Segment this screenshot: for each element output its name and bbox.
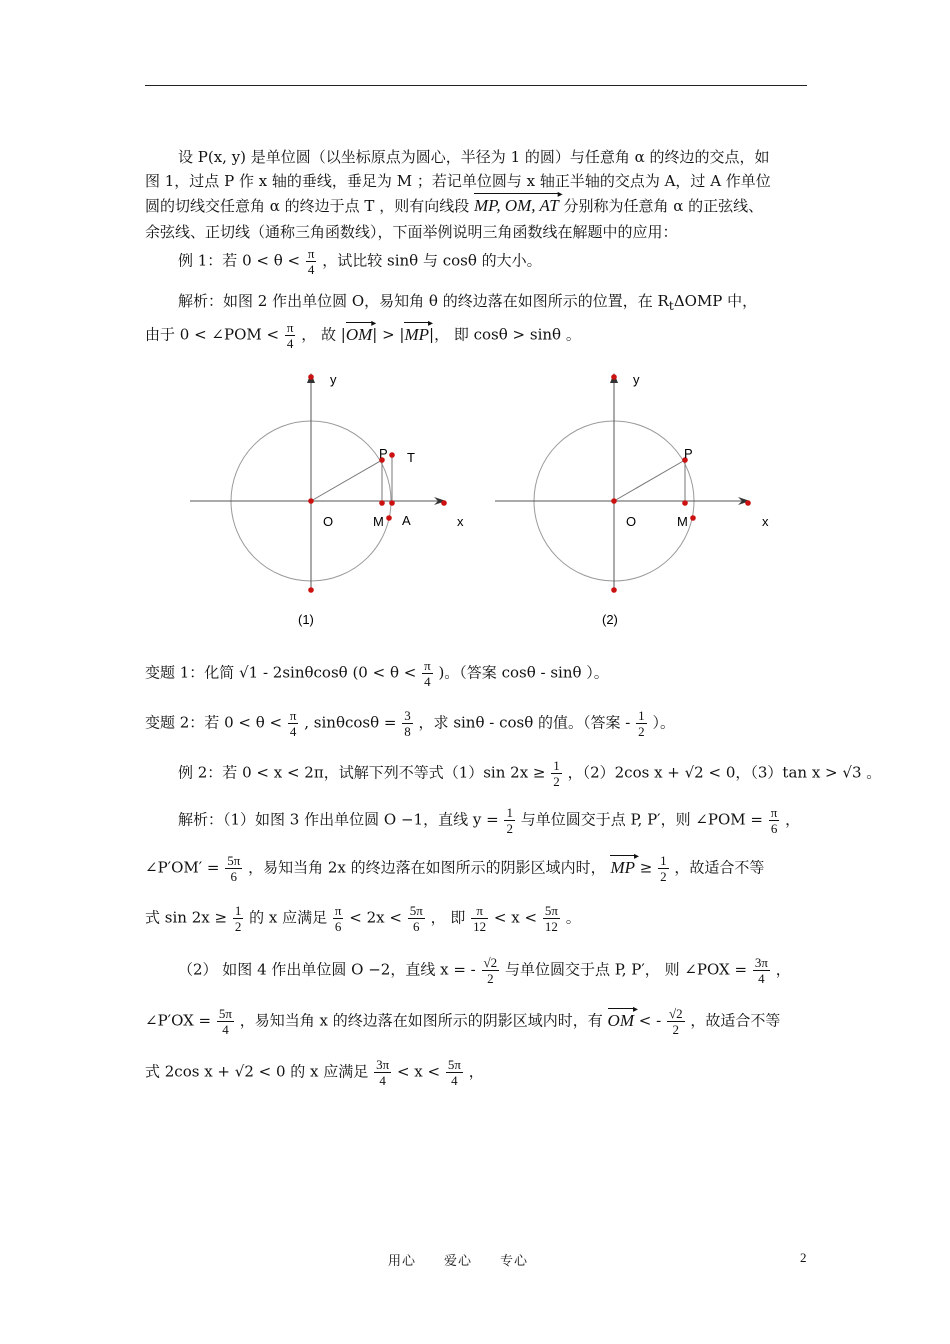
- v2-d: ）。: [652, 713, 675, 732]
- s2-p3a: ∠P′OX =: [145, 1011, 212, 1030]
- v1-fraction: [422, 658, 433, 689]
- s2-vec-mp: MP ▸: [610, 857, 635, 879]
- frac-num: 1: [638, 708, 645, 723]
- frac-den: 2: [553, 774, 560, 789]
- frac-den: 4: [222, 1022, 229, 1037]
- ex2-a: 例 2：若 0 < x < 2π，试解下列不等式（1）sin 2x ≥: [178, 763, 546, 782]
- frac-den: 2: [660, 869, 667, 884]
- v1-a: 变题 1：化简 √1 - 2sinθcosθ (0 < θ <: [145, 663, 417, 682]
- s2-l3b: 的 x 应满足: [249, 908, 328, 927]
- s2-p4a: 式 2cos x + √2 < 0 的 x 应满足: [145, 1062, 369, 1081]
- ex1-q-b: ，试比较 sinθ 与 cosθ 的大小。: [322, 251, 542, 270]
- example1-solution-2: [145, 320, 815, 351]
- frac-den: 2: [234, 919, 242, 934]
- frac-den: 2: [672, 1022, 680, 1037]
- frac-num: π: [424, 658, 431, 673]
- ex1-s2-a: 由于 0 < ∠POM <: [145, 325, 280, 344]
- v1-b: )。（答案 cosθ - sinθ ）。: [438, 663, 609, 682]
- v2-fraction-1: [288, 708, 299, 739]
- s2-l3-fraction-4: [471, 903, 488, 934]
- s2-p2-fraction: [482, 955, 500, 986]
- s2-l3-fraction-2: [333, 903, 344, 934]
- intro-line-3b: 分别称为任意角 α 的正弦线、: [563, 197, 764, 215]
- frac-num: π: [471, 903, 488, 919]
- frac-num: π: [307, 246, 315, 261]
- point-a-1: [386, 515, 392, 521]
- frac-den: 4: [289, 724, 297, 739]
- s2-p2c: ，: [775, 960, 791, 979]
- frac-den: 4: [451, 1073, 458, 1088]
- frac-num: 1: [506, 805, 513, 820]
- s2-p3c: < -: [638, 1011, 662, 1030]
- v2-b: , sinθcosθ =: [304, 713, 397, 732]
- s2-vec-om: OM ▸: [608, 1010, 634, 1032]
- label-p-1: P: [379, 446, 388, 461]
- intro-line-3: [145, 195, 815, 217]
- ex2-b: ，（2）2cos x + √2 < 0，（3）tan x > √3 。: [567, 763, 882, 782]
- frac-den: 8: [404, 724, 411, 739]
- s2-l1b: 与单位圆交于点 P, P′，则 ∠POM =: [520, 810, 763, 829]
- frac-num: 5π: [218, 1006, 232, 1021]
- s2-p3-fraction-2: [667, 1006, 685, 1037]
- frac-den: 4: [286, 336, 294, 351]
- point-o-2: [611, 498, 617, 504]
- s2-l2-fraction-2: [658, 853, 669, 884]
- v2-fraction-2: [402, 708, 413, 739]
- frac-num: 3: [404, 708, 411, 723]
- frac-num: 5π: [409, 903, 423, 918]
- label-o-1: O: [323, 514, 334, 529]
- ex1-s2-c: | > |: [372, 325, 405, 344]
- frac-num: 1: [234, 903, 242, 918]
- s2-l2d: ，故适合不等: [674, 858, 765, 877]
- solution2-line-6: [145, 1057, 815, 1088]
- page-number: 2: [800, 1250, 807, 1265]
- example2: [178, 758, 882, 789]
- unit-circle-figures: [180, 365, 780, 635]
- frac-num: 3π: [754, 955, 768, 970]
- s2-l1a: 解析：（1）如图 3 作出单位圆 O −1，直线 y =: [178, 810, 499, 829]
- label-t-1: T: [407, 450, 415, 465]
- ex1-s1-sub: t: [668, 298, 674, 313]
- ex1-s2-b: ， 故 |: [301, 325, 346, 344]
- example1-question: [178, 246, 848, 277]
- frac-num: √2: [483, 955, 498, 970]
- point-m-1: [379, 500, 385, 506]
- s2-l3-fraction: [233, 903, 244, 934]
- frac-num: 5π: [227, 853, 241, 868]
- frac-num: 1: [660, 853, 667, 868]
- frac-den: 12: [473, 919, 487, 934]
- point-x-2: [745, 500, 751, 506]
- frac-den: 6: [770, 821, 778, 836]
- s2-p3-fraction: [217, 1006, 234, 1037]
- s2-p2-fraction-2: [753, 955, 770, 986]
- ex1-vec-om: OM ▸: [346, 324, 372, 346]
- frac-den: 4: [307, 262, 315, 277]
- s2-p4-fraction: [374, 1057, 391, 1088]
- s2-l3-fraction-3: [408, 903, 425, 934]
- solution2-line-1: [178, 805, 848, 836]
- label-y-1: y: [330, 372, 337, 387]
- frac-num: 1: [553, 758, 560, 773]
- point-t-1: [389, 452, 395, 458]
- s2-l1-fraction-2: [769, 805, 780, 836]
- s2-l3-fraction-5: [543, 903, 560, 934]
- frac-den: 6: [334, 919, 342, 934]
- v2-a: 变题 2：若 0 < θ <: [145, 713, 283, 732]
- footer-slogan: 用心 爱心 专心: [388, 1254, 529, 1269]
- ex1-s2-fraction: [285, 320, 296, 351]
- s2-p3d: ，故适合不等: [690, 1011, 781, 1030]
- label-o-2: O: [626, 514, 637, 529]
- frac-den: 4: [758, 971, 765, 986]
- frac-den: 2: [506, 821, 513, 836]
- label-x-1: x: [457, 514, 464, 529]
- point-m2-1: [389, 500, 395, 506]
- s2-l3f: 。: [565, 908, 581, 927]
- frac-den: 6: [230, 869, 238, 884]
- s2-l2-fraction: [225, 853, 242, 884]
- frac-den: 4: [379, 1073, 386, 1088]
- v2-fraction-3: [636, 708, 647, 739]
- ex1-vec-mp: MP ▸: [404, 324, 429, 346]
- solution2-line-5: [145, 1006, 815, 1037]
- s2-l3c: < 2x <: [349, 908, 402, 927]
- s2-l3d: ， 即: [430, 908, 466, 927]
- s2-l3e: < x <: [493, 908, 538, 927]
- ex1-s1-b: ΔOMP 中，: [673, 292, 758, 310]
- s2-p4c: ，: [468, 1062, 484, 1081]
- solution2-line-3: [145, 903, 815, 934]
- point-m-2: [682, 500, 688, 506]
- label-x-2: x: [762, 514, 769, 529]
- s2-p2a: （2） 如图 4 作出单位圆 O −2，直线 x = -: [178, 960, 476, 979]
- label-p-2: P: [684, 446, 693, 461]
- variant1: [145, 658, 815, 689]
- solution2-line-4: [178, 955, 848, 986]
- caption-1: (1): [298, 612, 314, 627]
- ex1-fraction: [306, 246, 317, 277]
- s2-p2b: 与单位圆交于点 P, P′， 则 ∠POX =: [504, 960, 748, 979]
- example1-solution-1: [178, 290, 848, 317]
- intro-line-2: 图 1，过点 P 作 x 轴的垂线，垂足为 M ；若记单位圆与 x 轴正半轴的交点为 A，过 A 作单位: [145, 172, 771, 190]
- frac-num: 3π: [376, 1057, 390, 1072]
- frac-num: π: [286, 320, 294, 335]
- s2-l3a: 式 sin 2x ≥: [145, 908, 228, 927]
- label-y-2: y: [633, 372, 640, 387]
- point-o-1: [308, 498, 314, 504]
- ex2-fraction: [551, 758, 562, 789]
- s2-l2a: ∠P′OM′ =: [145, 858, 220, 877]
- frac-num: π: [289, 708, 297, 723]
- label-a-1: A: [402, 513, 411, 528]
- frac-num: π: [334, 903, 342, 918]
- s2-l1-fraction: [504, 805, 515, 836]
- frac-den: 2: [487, 971, 494, 986]
- intro-line-3a: 圆的切线交任意角 α 的终边于点 T ，则有向线段: [145, 197, 470, 215]
- intro-line-1: 设 P(x, y) 是单位圆（以坐标原点为圆心，半径为 1 的圆）与任意角 α 的终边的交点，如: [178, 148, 770, 166]
- intro-vectors: MP, OM, AT ▸: [474, 195, 559, 217]
- s2-p3b: ，易知当角 x 的终边落在如图所示的阴影区域内时，有: [239, 1011, 603, 1030]
- op-line-2: [614, 460, 685, 501]
- figure-2: [495, 372, 769, 627]
- ex1-s1: 解析：如图 2 作出单位圆 O，易知角 θ 的终边落在如图所示的位置，在 R: [178, 292, 669, 310]
- caption-2: (2): [602, 612, 618, 627]
- intro-line-4: 余弦线、正切线（通称三角函数线），下面举例说明三角函数线在解题中的应用：: [145, 223, 678, 241]
- s2-l2b: ，易知当角 2x 的终边落在如图所示的阴影区域内时，: [248, 858, 606, 877]
- solution2-line-2: [145, 853, 815, 884]
- frac-den: 4: [424, 674, 431, 689]
- label-m-1: M: [373, 514, 384, 529]
- point-x-1: [441, 500, 447, 506]
- point-y-1: [308, 374, 314, 380]
- frac-num: π: [770, 805, 778, 820]
- ex1-s2-d: |， 即 cosθ > sinθ 。: [429, 325, 581, 344]
- point-y-2: [611, 374, 617, 380]
- v2-c: ，求 sinθ - cosθ 的值。（答案 -: [418, 713, 631, 732]
- s2-l2c: ≥: [639, 858, 653, 877]
- figure-1: [190, 372, 464, 627]
- s2-p4b: < x <: [396, 1062, 441, 1081]
- label-m-2: M: [677, 514, 688, 529]
- point-m2-2: [690, 515, 696, 521]
- frac-den: 2: [638, 724, 645, 739]
- frac-den: 12: [544, 919, 558, 934]
- op-line-1: [311, 460, 382, 501]
- variant2: [145, 708, 815, 739]
- point-bottom-1: [308, 587, 314, 593]
- point-bottom-2: [611, 587, 617, 593]
- header-rule: [145, 85, 807, 86]
- frac-den: 6: [413, 919, 420, 934]
- frac-num: √2: [668, 1006, 683, 1021]
- frac-num: 5π: [447, 1057, 461, 1072]
- s2-l1c: ，: [785, 810, 801, 829]
- s2-p4-fraction-2: [446, 1057, 463, 1088]
- frac-num: 5π: [544, 903, 558, 918]
- ex1-q-a: 例 1：若 0 < θ <: [178, 251, 301, 270]
